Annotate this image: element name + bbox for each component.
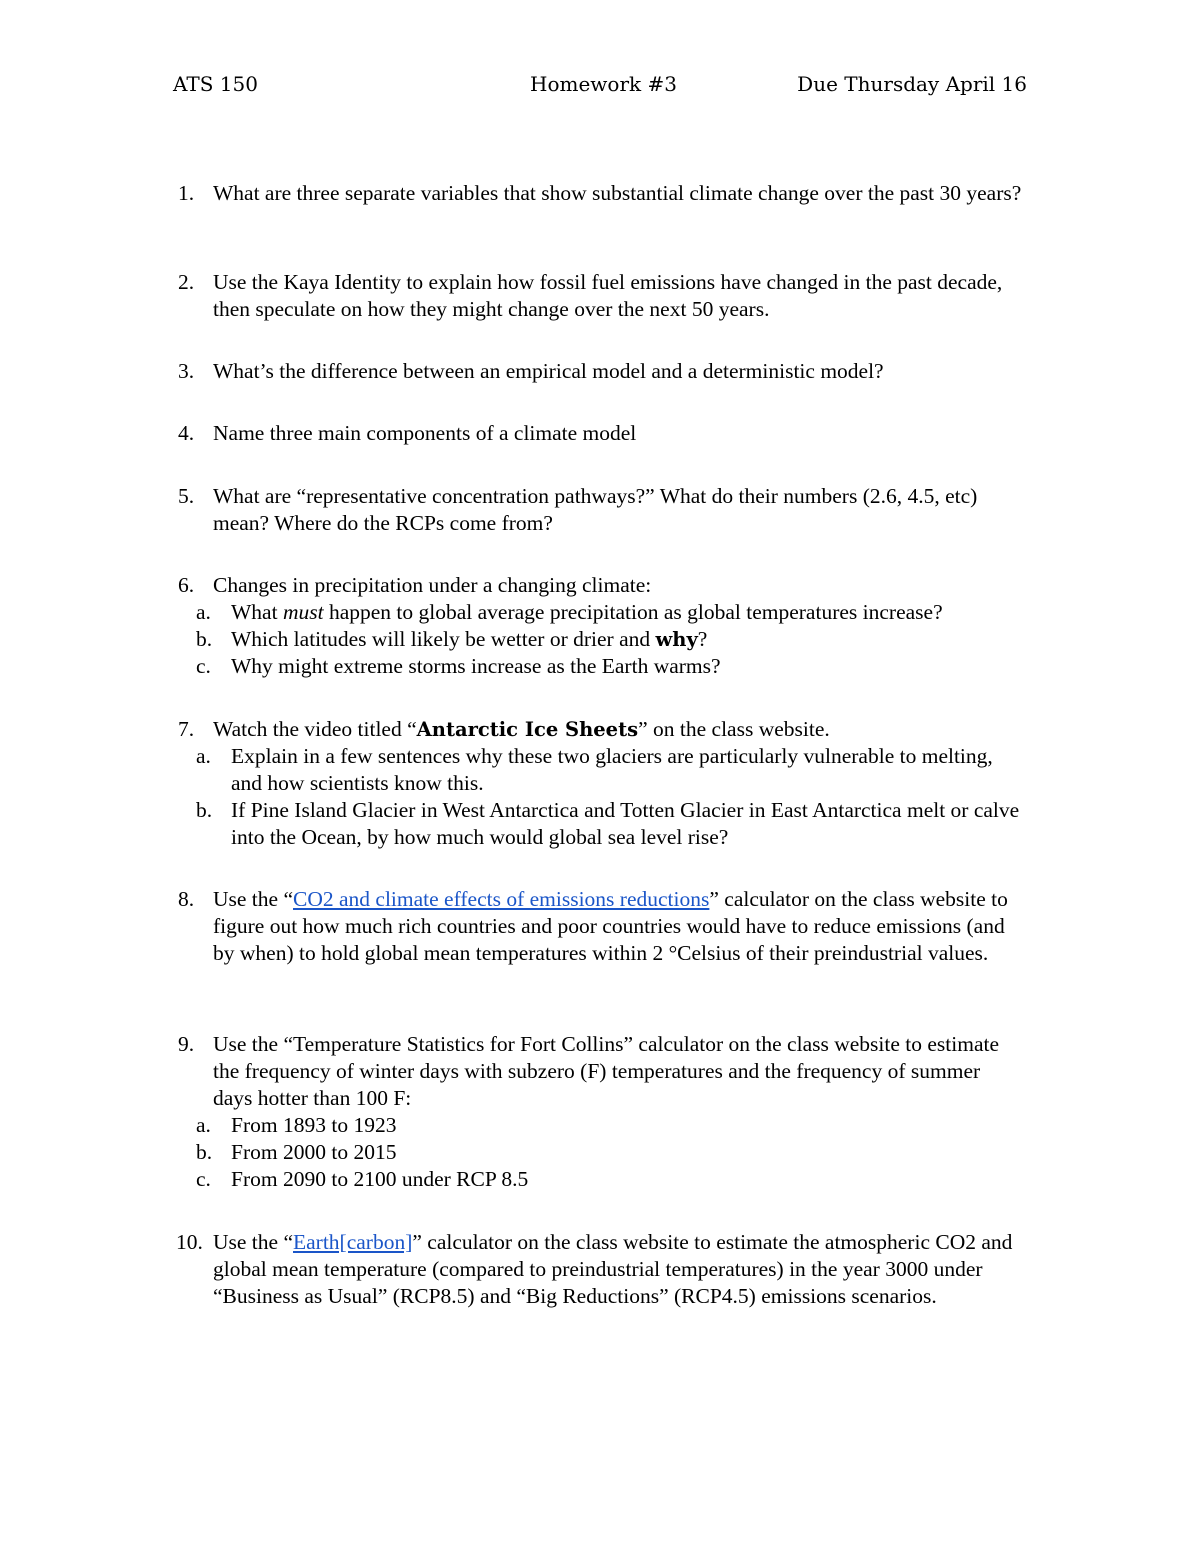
subquestion-letter: b. <box>196 1140 213 1164</box>
question-number: 6. <box>178 573 195 597</box>
question-text: What are “representative concentration pathways?” What do their numbers (2.6, 4.5, etc) mean? Where do the RCPs come from? <box>213 484 978 535</box>
question-text: Changes in precipitation under a changing climate: <box>213 573 652 597</box>
subquestion-text: Why might extreme storms increase as the Earth warms? <box>231 654 721 678</box>
due-date: Due Thursday April 16 <box>797 72 1027 96</box>
question-number: 3. <box>178 359 195 383</box>
emphasis-why: why <box>655 628 698 651</box>
question-text: Use the “Temperature Statistics for Fort Collins” calculator on the class website to estimate the frequency of winter days with subzero (F) temperatures and the frequency of summer days hotter than 100 F: <box>213 1032 1000 1110</box>
subquestion-text: From 2090 to 2100 under RCP 8.5 <box>231 1167 529 1191</box>
subquestion-letter: a. <box>196 600 211 624</box>
emissions-calculator-link[interactable]: CO2 and climate effects of emissions reductions <box>293 887 710 911</box>
question-number: 9. <box>178 1032 195 1056</box>
earth-carbon-link[interactable]: Earth[carbon] <box>293 1230 413 1254</box>
question-text <box>213 886 1023 967</box>
question-number: 4. <box>178 421 195 445</box>
question-number: 10. <box>176 1230 203 1254</box>
assignment-title: Homework #3 <box>530 72 677 96</box>
subquestion-c <box>196 1166 1023 1193</box>
course-code: ATS 150 <box>173 72 258 96</box>
subquestion-a <box>196 599 1023 626</box>
question-text-pre: Watch the video titled “ <box>213 717 417 741</box>
question-text-post: ” calculator on the class website to figure out how much rich countries and poor countries would have to reduce emissions (and by when) to hold global mean temperatures within 2 °Celsius of their preindustrial values. <box>213 887 1008 965</box>
question-body <box>196 1031 1023 1193</box>
subquestion-letter: b. <box>196 798 213 822</box>
subquestion-text-pre: Which latitudes will likely be wetter or drier and <box>231 627 656 651</box>
question-body <box>196 716 1023 851</box>
subquestion-b <box>196 1139 1023 1166</box>
question-text: What are three separate variables that show substantial climate change over the past 30 years? <box>213 181 1022 205</box>
question-text-post: ” calculator on the class website to estimate the atmospheric CO2 and global mean temperature (compared to preindustrial temperatures) in the year 3000 under “Business as Usual” (RCP8.5) and “Big Reductions” (RCP4.5) emissions scenarios. <box>213 1230 1013 1308</box>
question-number: 2. <box>178 270 195 294</box>
page-header <box>173 72 1027 104</box>
question-text: Name three main components of a climate model <box>213 421 637 445</box>
question-text: Use the Kaya Identity to explain how fossil fuel emissions have changed in the past decade, then speculate on how they might change over the next 50 years. <box>213 270 1003 321</box>
question-text-pre: Use the “ <box>213 1230 293 1254</box>
subquestion-letter: a. <box>196 1113 211 1137</box>
subquestion-text: From 2000 to 2015 <box>231 1140 397 1164</box>
subquestion-text: If Pine Island Glacier in West Antarctica and Totten Glacier in East Antarctica melt or calve into the Ocean, by how much would global sea level rise? <box>231 798 1020 849</box>
emphasis-must: must <box>282 600 324 624</box>
video-title: Antarctic Ice Sheets <box>416 718 639 741</box>
subquestion-text-post: happen to global average precipitation as global temperatures increase? <box>323 600 943 624</box>
subquestion-b <box>196 626 1023 653</box>
subquestion-letter: b. <box>196 627 213 651</box>
subquestion-c <box>196 653 1023 680</box>
subquestion-text: From 1893 to 1923 <box>231 1113 397 1137</box>
subquestion-letter: a. <box>196 744 211 768</box>
subquestion-letter: c. <box>196 654 211 678</box>
question-text <box>213 716 1023 743</box>
question-number: 7. <box>178 717 195 741</box>
question-body <box>196 572 1023 680</box>
subquestion-b <box>196 797 1023 851</box>
subquestion-text-post: ? <box>697 627 708 651</box>
subquestion-text-pre: What <box>231 600 283 624</box>
question-text <box>213 1229 1023 1310</box>
question-text: What’s the difference between an empirical model and a deterministic model? <box>213 359 884 383</box>
subquestion-a <box>196 743 1023 797</box>
subquestion-a <box>196 1112 1023 1139</box>
question-text-post: ” on the class website. <box>638 717 830 741</box>
question-number: 8. <box>178 887 195 911</box>
question-text-pre: Use the “ <box>213 887 293 911</box>
subquestion-letter: c. <box>196 1167 211 1191</box>
subquestion-text: Explain in a few sentences why these two glaciers are particularly vulnerable to melting, and how scientists know this. <box>231 744 993 795</box>
question-number: 1. <box>178 181 195 205</box>
question-number: 5. <box>178 484 195 508</box>
